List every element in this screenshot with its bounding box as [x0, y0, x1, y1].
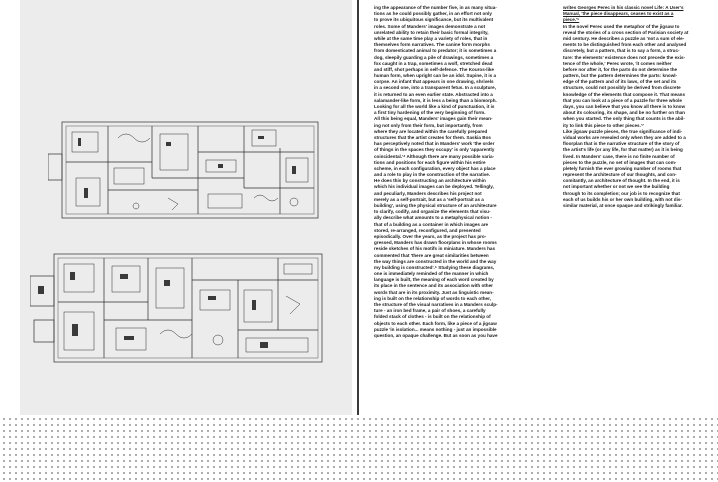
text-line: about its colouring, its shape, and be no further on than — [563, 110, 685, 116]
text-line: episodically. Over the years, as the project has pro- — [374, 233, 487, 239]
text-line: commented that 'there are great similarities between — [374, 252, 489, 258]
text-line: piece.'⁶ — [563, 17, 580, 23]
text-line: to prove its ubiquitous significance, but its multivalent — [374, 17, 494, 23]
text-line: writes Georges Perec in his classic novel Life: A User's — [563, 5, 684, 10]
floorplan-photograph — [20, 0, 352, 415]
text-line: similar material, at once opaque and strikingly familiar. — [563, 203, 683, 208]
text-line: ally describe what amounts to a metaphysical notion - — [374, 215, 492, 221]
text-line: days, you can believe that you know all there is to know — [563, 104, 686, 109]
text-line: structure, could not possibly be derived from discrete — [563, 85, 681, 91]
text-column-left — [374, 5, 539, 445]
text-line: ing not only from their form, but importantly, from — [374, 122, 483, 128]
text-line: through to its completion; our job is to recognize that — [563, 190, 680, 196]
text-line: unrelated ability to retain their basic formal integrity, — [374, 29, 489, 35]
text-line: structures that the artist creates for them. Saskia Bos — [374, 134, 491, 140]
text-line: coincidental.'⁴ Although there are many possible varia- — [374, 153, 495, 159]
text-line: vidual works are revealed only when they are added to a — [563, 134, 686, 140]
text-line: in a second one, into a transparent fetus. In a sculpture, — [374, 85, 497, 91]
text-line: pieces to the puzzle, no set of images that can com- — [563, 159, 677, 165]
text-line: which his individual images can be deployed. Tellingly, — [374, 184, 494, 190]
text-line: knowledge of the elements that compose it. That means — [563, 91, 686, 97]
text-line: pletely furnish the ever growing number of rooms that — [563, 165, 682, 171]
text-line: ing the appearance of the number five, in as many situa- — [374, 5, 497, 10]
text-line: ture: the elements' existence does not precede the exis- — [563, 54, 686, 60]
text-line: Looking for all the world like a kind of punctuation, it is — [374, 104, 495, 109]
text-line: that of a building as a container in which images are — [374, 221, 489, 227]
text-line: gressed, Manders has drawn floorplans in whose rooms — [374, 240, 497, 246]
text-line: tions as he could possibly gather, in an effort not only — [374, 11, 492, 17]
left-page — [0, 0, 357, 482]
text-line: fox caught in a trap, sometimes a wolf, stretched dead — [374, 60, 493, 66]
text-line: its place in the sentence and its association with other — [374, 283, 493, 289]
text-line: building', using the physical structure of an architecture — [374, 203, 497, 208]
text-line: language is built, the meaning of each word created by — [374, 277, 494, 283]
text-line: a first tiny hardening of the very beginning of form. — [374, 110, 486, 116]
floorplan-drawing-top — [48, 118, 326, 226]
text-line: mid century. He describes a puzzle as 'not a sum of ele- — [563, 35, 685, 41]
text-line: and stiff, shot perhaps in self-defence. The Kouros-like — [374, 66, 494, 72]
text-line: themselves form narratives. The canine form morphs — [374, 42, 490, 48]
text-line: it is returned to an even earlier state. Abstracted into a — [374, 91, 493, 97]
text-line: dog, sleepily guarding a pile of drawings, sometimes a — [374, 54, 494, 60]
text-line: pattern, but the pattern determines the parts: knowl- — [563, 73, 678, 79]
text-line: question, an opaque challenge. But as soon as you have — [374, 332, 498, 338]
text-line: and peculiarly, Manders describes his project not — [374, 190, 482, 196]
text-line: roles. Some of Manders' images demonstrate a not — [374, 23, 486, 29]
text-line: ments to be distinguished from each other and analysed — [563, 42, 687, 48]
text-line: floorplan that is the narrative structure of the story of — [563, 141, 680, 147]
text-line: one is immediately reminded of the manner in which — [374, 271, 489, 277]
text-line: lived. In Manders' case, there is no finite number of — [563, 153, 675, 159]
text-line: before nor after it, for the parts do not determine the — [563, 66, 678, 72]
text-line: that you can look at a piece of a puzzle for three whole — [563, 97, 682, 103]
text-line: salamander-like form, it is less a being than a biomorph. — [374, 97, 497, 103]
text-line: folded stack of clothes - is built on the relationship of — [374, 314, 491, 320]
text-line: not important whether or not we see the building — [563, 184, 670, 190]
text-line: while at the same time play a variety of roles, that in — [374, 35, 488, 41]
right-page — [359, 0, 718, 482]
text-line: Like jigsaw puzzle pieces, the true significance of indi- — [563, 128, 683, 134]
text-line: has perceptively noted that in Manders' work 'the order — [374, 141, 495, 147]
text-line: reveal the stories of a cross section of Parisian society at — [563, 29, 689, 35]
text-line: objects to each other. Each form, like a piece of a jigsaw — [374, 320, 497, 326]
text-line: the structure of the visual narratives in a Manders sculp- — [374, 302, 498, 307]
text-line: of things in the spaces they occupy' is only 'apparently — [374, 147, 495, 153]
text-line: Manual, 'the piece disappears, ceases to exist as a — [563, 11, 674, 17]
text-line: comitantly, an architecture of thought. In the end, it is — [563, 178, 680, 184]
dotted-overlay — [0, 415, 718, 482]
text-line: and a role to play in the construction of the narrative. — [374, 172, 491, 178]
text-line: tence of the whole,' Perec wrote, 'it comes neither — [563, 60, 672, 66]
text-line: merely as a self-portrait, but as a 'self-portrait as a — [374, 196, 484, 202]
text-line: corpse. An infant that appears in one drawing, shrivels — [374, 79, 494, 85]
text-line: each of us builds his or her own building, with not dis- — [563, 196, 682, 202]
text-line: the way things are constructed in the world and the way — [374, 258, 497, 264]
text-line: He does this by constructing an architecture within — [374, 178, 486, 184]
text-line: from domesticated animal to predator; it is sometimes a — [374, 48, 497, 54]
text-line: when you started. The only thing that counts is the abil- — [563, 116, 685, 122]
text-line: ing is built on the relationship of words to each other, — [374, 295, 491, 301]
text-line: edge of the pattern and of its laws, of the set and its — [563, 79, 677, 85]
text-line: words that are in its proximity. Just as linguistic mean- — [374, 289, 494, 295]
text-column-right — [563, 5, 711, 245]
text-line: stored, re-arranged, reconfigured, and presented — [374, 227, 481, 233]
text-line: where they are located within the carefully prepared — [374, 128, 488, 134]
text-line: In the novel Perec used the metaphor of the jigsaw to — [563, 23, 680, 29]
text-line: puzzle 'in isolation... means nothing - just an impossible — [374, 326, 497, 332]
text-line: tions and positions for each figure within his entire — [374, 159, 486, 165]
text-line: to clarify, codify, and organize the elements that visu- — [374, 209, 491, 215]
text-line: human form, when upright can be an idol. Supine, it is a — [374, 73, 496, 79]
text-line: my building is constructed'.⁵ Studying these diagrams, — [374, 264, 495, 270]
text-line: scheme, in each configuration, every object has a place — [374, 165, 496, 171]
text-line: All this being equal, Manders' images gain their mean- — [374, 116, 493, 122]
text-line: discretely, but a pattern, that is to say a form, a struc- — [563, 48, 680, 54]
text-line: ity to link this piece to other pieces.'⁷ — [563, 122, 644, 128]
text-line: reside sketches of his motifs in miniature. Manders has — [374, 246, 496, 252]
text-line: represent the architecture of our thoughts, and con- — [563, 172, 677, 178]
text-line: the artist's life (or any life, for that matter) as it is being — [563, 147, 683, 153]
floorplan-drawing-bottom — [30, 250, 330, 370]
text-line: ture - an iron bed frame, a pair of shoes, a carefully — [374, 308, 486, 314]
